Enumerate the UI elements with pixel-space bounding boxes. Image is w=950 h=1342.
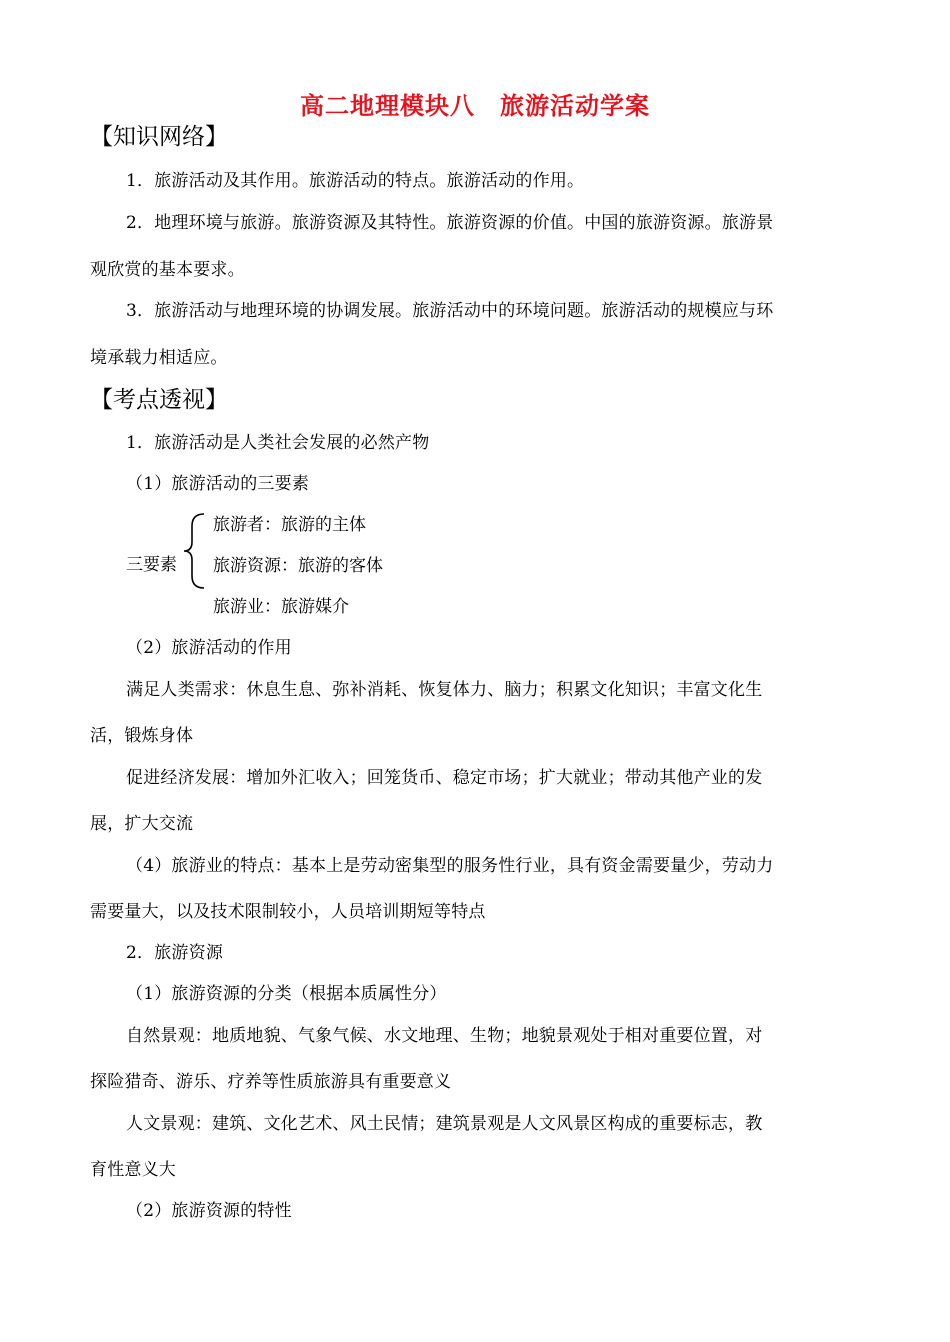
- human-landscape-line-1: 人文景观：建筑、文化艺术、风土民情；建筑景观是人文风景区构成的重要标志，教: [126, 1114, 763, 1134]
- section-heading-exam-points: 【考点透视】: [90, 387, 228, 413]
- point-2-heading: 2．旅游资源: [126, 943, 224, 963]
- point-1-4-line-2: 需要量大，以及技术限制较小，人员培训期短等特点: [90, 902, 486, 922]
- natural-landscape-line-2: 探险猎奇、游乐、疗养等性质旅游具有重要意义: [90, 1072, 452, 1092]
- knowledge-item-3-line-1: 3．旅游活动与地理环境的协调发展。旅游活动中的环境问题。旅游活动的规模应与环: [126, 301, 774, 321]
- needs-line-1: 满足人类需求：休息生息、弥补消耗、恢复体力、脑力；积累文化知识；丰富文化生: [126, 680, 763, 700]
- needs-line-2: 活，锻炼身体: [90, 726, 194, 746]
- point-1-1-heading: （1）旅游活动的三要素: [126, 474, 310, 494]
- knowledge-item-2-line-1: 2．地理环境与旅游。旅游资源及其特性。旅游资源的价值。中国的旅游资源。旅游景: [126, 213, 774, 233]
- section-heading-knowledge-network: 【知识网络】: [90, 124, 228, 150]
- knowledge-item-1: 1．旅游活动及其作用。旅游活动的特点。旅游活动的作用。: [126, 171, 585, 191]
- human-landscape-line-2: 育性意义大: [90, 1160, 176, 1180]
- economy-line-1: 促进经济发展：增加外汇收入；回笼货币、稳定市场；扩大就业；带动其他产业的发: [126, 768, 763, 788]
- point-1-4-line-1: （4）旅游业的特点：基本上是劳动密集型的服务性行业，具有资金需要量少，劳动力: [126, 856, 774, 876]
- three-elements-item-industry: 旅游业：旅游媒介: [213, 597, 349, 617]
- curly-brace-icon: [182, 512, 210, 590]
- three-elements-label: 三要素: [126, 555, 177, 575]
- document-title: 高二地理模块八 旅游活动学案: [300, 91, 650, 120]
- knowledge-item-3-line-2: 境承载力相适应。: [90, 348, 228, 368]
- point-2-2-heading: （2）旅游资源的特性: [126, 1201, 292, 1221]
- economy-line-2: 展，扩大交流: [90, 814, 194, 834]
- knowledge-item-2-line-2: 观欣赏的基本要求。: [90, 260, 245, 280]
- three-elements-item-resource: 旅游资源：旅游的客体: [213, 556, 383, 576]
- point-1-heading: 1．旅游活动是人类社会发展的必然产物: [126, 433, 430, 453]
- point-2-1-heading: （1）旅游资源的分类（根据本质属性分）: [126, 984, 447, 1004]
- three-elements-item-tourist: 旅游者：旅游的主体: [213, 515, 366, 535]
- point-1-2-heading: （2）旅游活动的作用: [126, 638, 292, 658]
- natural-landscape-line-1: 自然景观：地质地貌、气象气候、水文地理、生物；地貌景观处于相对重要位置，对: [126, 1026, 763, 1046]
